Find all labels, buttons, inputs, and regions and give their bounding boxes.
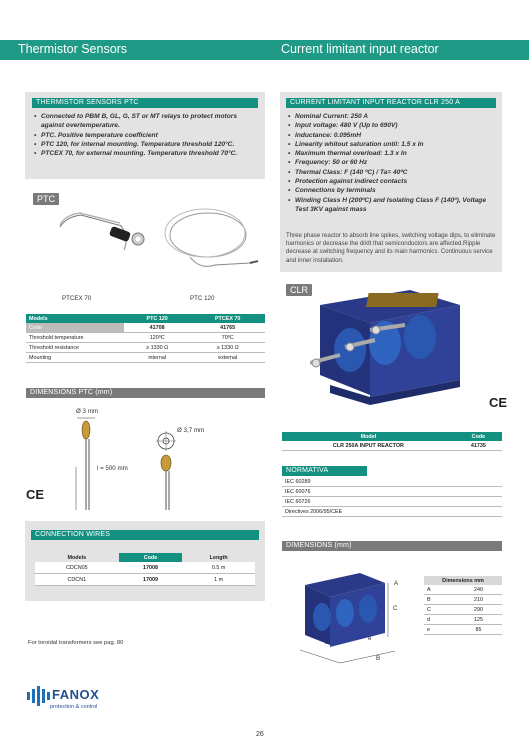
table-header-row (26, 314, 265, 323)
list-item: • Maximum thermal overload: 1.3 x In (288, 149, 496, 158)
reactor-bullets (288, 112, 496, 214)
table-row (282, 487, 502, 497)
table-row (26, 323, 265, 333)
table-cell: Code (26, 323, 124, 333)
clr-tag: CLR (286, 284, 312, 296)
table-row (424, 605, 502, 615)
fanox-logo-icon (25, 686, 51, 706)
table-row (26, 343, 265, 353)
dim-diameter-right: Ø 3,7 mm (177, 427, 205, 434)
table-cell: Directives 2006/95/CEE (282, 507, 502, 517)
list-item: • Nominal Current: 250 A (288, 112, 496, 121)
brand-name: FANOX (52, 687, 100, 702)
table-cell: 210 (455, 595, 502, 605)
brand-tagline: protection & control (50, 704, 98, 710)
table-cell: 125 (455, 615, 502, 625)
table-cell: 85 (455, 625, 502, 635)
thermistor-heading: THERMISTOR SENSORS PTC (32, 98, 258, 108)
list-item: • PTCEX 70, for external mounting. Temperature threshold 70°C. (34, 149, 256, 158)
table-cell: 17008 (119, 562, 183, 574)
dim-letter-B: B (376, 655, 381, 662)
table-header-cell: PTC 120 (124, 314, 190, 323)
list-item: • Connections by terminals (288, 186, 496, 195)
normativa-heading: NORMATIVA (282, 466, 367, 476)
table-row (35, 574, 255, 586)
table-cell: CLR 250A INPUT REACTOR (282, 441, 455, 451)
table-cell: 41708 (124, 323, 190, 333)
left-section-title: Thermistor Sensors (18, 42, 128, 56)
list-item: • Input voltage: 480 V (Up to 690V) (288, 121, 496, 130)
table-cell: Threshold temperature (26, 333, 124, 343)
table-header-cell: Code (119, 553, 183, 562)
table-header-row (424, 576, 502, 585)
table-header-cell: Models (35, 553, 119, 562)
table-cell: C (424, 605, 455, 615)
ptc-table (26, 314, 265, 363)
table-row (35, 562, 255, 574)
table-header-cell: Length (182, 553, 255, 562)
reactor-dimensions-heading: DIMENSIONS (mm) (282, 541, 502, 551)
page-number: 26 (256, 731, 264, 738)
table-row (424, 625, 502, 635)
ptcex70-label: PTCEX 70 (62, 295, 92, 302)
table-header-cell: Model (282, 432, 455, 441)
table-row (424, 595, 502, 605)
table-cell: CDCN1 (35, 574, 119, 586)
reactor-heading: CURRENT LIMITANT INPUT REACTOR CLR 250 A (286, 98, 496, 108)
list-item: • Protection against indirect contacts (288, 177, 496, 186)
table-cell: Mounting (26, 353, 124, 363)
table-cell: 290 (455, 605, 502, 615)
list-item: • Thermal Class: F (140 ºC) / Ta= 40ºC (288, 168, 496, 177)
list-item: • PTC. Positive temperature coefficient (34, 131, 256, 140)
table-cell: 70ºC (190, 333, 265, 343)
normativa-table (282, 477, 502, 517)
footnote: For toroidal transformers see pag. 80 (28, 640, 124, 646)
table-cell: d (424, 615, 455, 625)
ce-mark-left: CE (26, 487, 45, 502)
table-cell: Threshold resistance (26, 343, 124, 353)
dim-length: l = 500 mm (97, 465, 128, 472)
table-cell: 120ºC (124, 333, 190, 343)
table-row (282, 497, 502, 507)
list-item: • PTC 120, for internal mounting. Temperature threshold 120°C. (34, 140, 256, 149)
table-cell: 17009 (119, 574, 183, 586)
connection-wires-heading: CONNECTION WIRES (31, 530, 259, 540)
ptc-dimensions-heading: DIMENSIONS PTC (mm) (26, 388, 265, 398)
reactor-model-table (282, 432, 502, 451)
ptc-sensors-image (40, 195, 265, 295)
table-cell: IEC 60289 (282, 477, 502, 487)
list-item: • Frequency: 50 or 60 Hz (288, 158, 496, 167)
section-title-bar (0, 40, 529, 60)
ptc120-label: PTC 120 (190, 295, 215, 302)
table-cell: A (424, 585, 455, 595)
table-header-cell: Code (455, 432, 502, 441)
dim-letter-C: C (393, 605, 398, 612)
reactor-description: Three phase reactor to absorb line spikes, switching voltage dips, to eliminate harmonics or decrease the di/dt that semiconductors are affected.Ripple decrease at switching frequency and its main harmonics. Continuous service and inner installation. (286, 232, 496, 264)
dim-letter-A: A (394, 580, 399, 587)
table-row (26, 333, 265, 343)
reactor-image (310, 285, 470, 410)
table-row (424, 615, 502, 625)
list-item: • Winding Class H (200ºC) and Isolating Class F (140º), Voltage Test 3KV against mass (288, 196, 496, 215)
table-cell: ≥ 1330 Ω (190, 343, 265, 353)
table-cell: 1 m (182, 574, 255, 586)
table-row (26, 353, 265, 363)
reactor-dimension-drawing (290, 565, 410, 675)
thermistor-bullets (34, 112, 256, 158)
dim-letter-e: e (368, 635, 372, 642)
table-header-row (282, 432, 502, 441)
dim-diameter-left: Ø 3 mm (76, 408, 99, 415)
table-header-cell: PTCEX 70 (190, 314, 265, 323)
table-cell: internal (124, 353, 190, 363)
right-section-title: Current limitant input reactor (281, 42, 439, 56)
table-cell: e (424, 625, 455, 635)
table-cell: ≥ 1330 Ω (124, 343, 190, 353)
table-cell: B (424, 595, 455, 605)
list-item: • Connected to PBM B, GL, G, ST or MT relays to protect motors against overtemperature. (34, 112, 256, 131)
table-cell: 41765 (190, 323, 265, 333)
table-header-cell: Models (26, 314, 124, 323)
dim-letter-d: d (325, 639, 329, 646)
ce-mark-right: CE (489, 395, 508, 410)
reactor-dimensions-table (424, 576, 502, 635)
ptc-dimension-drawing (60, 415, 210, 515)
table-cell: 0.5 m (182, 562, 255, 574)
table-cell: CDCN05 (35, 562, 119, 574)
table-row (282, 507, 502, 517)
list-item: • Linearity whitout saturation until: 1.5 x In (288, 140, 496, 149)
list-item: • Inductance: 0.095mH (288, 131, 496, 140)
table-cell: external (190, 353, 265, 363)
table-row (424, 585, 502, 595)
table-cell: IEC 60076 (282, 487, 502, 497)
table-row (282, 441, 502, 451)
ptc-tag: PTC (33, 193, 59, 205)
table-cell: 41735 (455, 441, 502, 451)
connection-wires-table (35, 553, 255, 586)
table-header-cell: Dimensions mm (424, 576, 502, 585)
table-cell: 240 (455, 585, 502, 595)
table-row (282, 477, 502, 487)
table-header-row (35, 553, 255, 562)
table-cell: IEC 60726 (282, 497, 502, 507)
